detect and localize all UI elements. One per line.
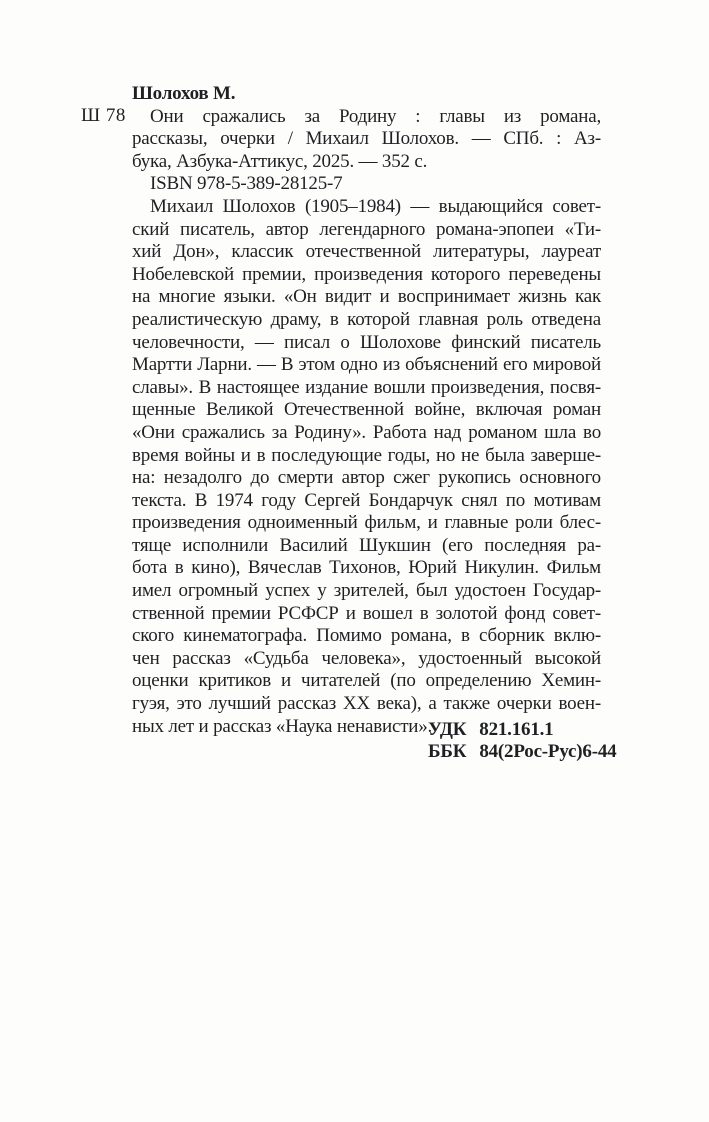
annotation-line: на многие языки. «Он видит и воспринимает жизнь как [132, 286, 601, 308]
annotation-line: Мартти Ларни. — В этом одно из объяснений его мировой [132, 354, 601, 376]
annotation-line: ных лет и рассказ «Наука ненависти». [132, 715, 433, 737]
annotation-line: славы». В настоящее издание вошли произведения, посвя- [132, 376, 601, 398]
annotation-line: на: незадолго до смерти автор сжег рукопись основного [132, 467, 601, 489]
udk-value: 821.161.1 [479, 719, 554, 740]
bbk-value: 84(2Рос-Рус)6-44 [479, 740, 617, 762]
bibliographic-line: Они сражались за Родину : главы из романа, [150, 105, 601, 127]
annotation-line: ский писатель, автор легендарного романа-эпопеи «Ти- [132, 218, 601, 240]
annotation-line: текста. В 1974 году Сергей Бондарчук снял по мотивам [132, 489, 601, 511]
annotation-line: Нобелевской премии, произведения которого переведены [132, 263, 601, 285]
annotation-line: имел огромный успех у зрителей, был удостоен Государ- [132, 580, 601, 602]
library-code: Ш 78 [81, 105, 126, 126]
annotation-line: ского кинематографа. Помимо романа, в сборник вклю- [132, 625, 601, 647]
udk-line [428, 719, 616, 741]
annotation-line: хий Дон», классик отечественной литературы, лауреат [132, 241, 601, 263]
annotation-line: бота в кино), Вячеслав Тихонов, Юрий Никулин. Фильм [132, 557, 601, 579]
annotation-line: чен рассказ «Судьба человека», удостоенный высокой [132, 647, 601, 669]
annotation-line: время войны и в последующие годы, но не была заверше- [132, 444, 601, 466]
author-heading: Шолохов М. [132, 83, 236, 104]
annotation-line: оценки критиков и читателей (по определению Хемин- [132, 670, 601, 692]
classification-block [428, 719, 616, 762]
annotation-line: тяще исполнили Василий Шукшин (его последняя ра- [132, 534, 601, 556]
bibliographic-line: бука, Азбука-Аттикус, 2025. — 352 с. [132, 150, 428, 172]
udk-label: УДК [428, 719, 467, 740]
annotation-line: «Они сражались за Родину». Работа над романом шла во [132, 421, 601, 443]
isbn-line: ISBN 978-5-389-28125-7 [150, 173, 343, 195]
bbk-line [428, 741, 616, 763]
annotation-line: щенные Великой Отечественной войне, включая роман [132, 399, 601, 421]
bbk-label: ББК [428, 740, 467, 762]
annotation-line: ственной премии РСФСР и вошел в золотой фонд совет- [132, 602, 601, 624]
annotation-line: человечности, — писал о Шолохове финский писатель [132, 331, 601, 353]
annotation-line: Михаил Шолохов (1905–1984) — выдающийся совет- [150, 195, 601, 217]
annotation-line: реалистическую драму, в которой главная роль отведена [132, 308, 601, 330]
annotation-line: произведения одноименный фильм, и главные роли блес- [132, 512, 601, 534]
annotation-line: гуэя, это лучший рассказ XX века), а также очерки воен- [132, 693, 601, 715]
imprint-text-block [132, 83, 601, 738]
bibliographic-line: рассказы, очерки / Михаил Шолохов. — СПб. : Аз- [132, 128, 601, 150]
